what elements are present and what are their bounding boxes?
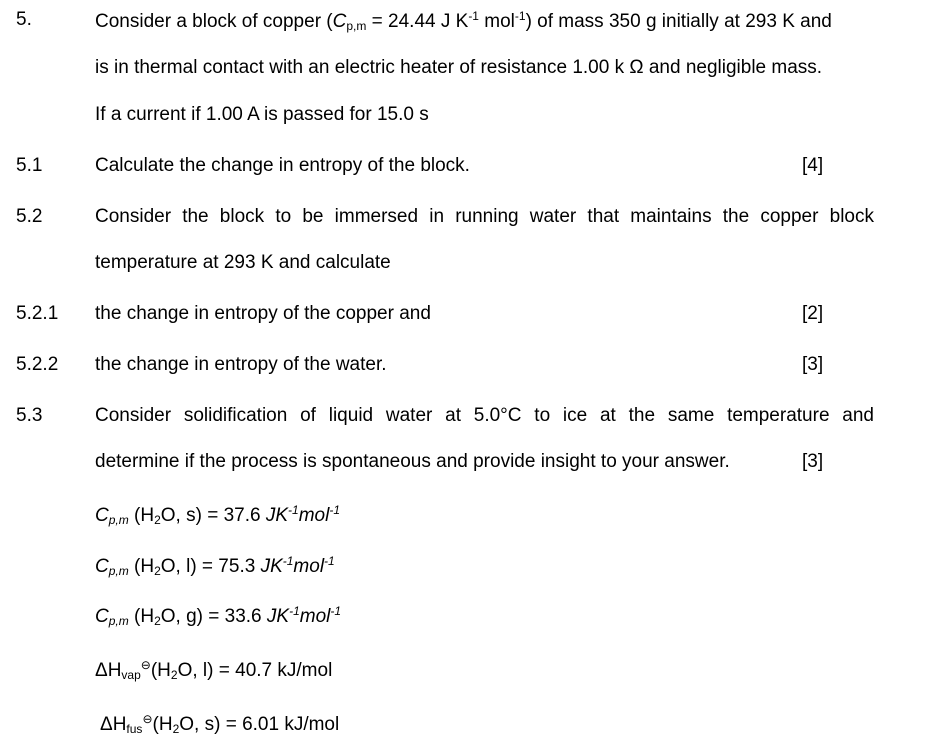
question-5-2-1-marks: [2]	[802, 303, 824, 324]
enthalpy-vaporization	[95, 658, 332, 682]
unit-mol: mol	[293, 556, 325, 577]
question-5-2-line-1: Consider the block to be immersed in running water that maintains the copper block	[95, 206, 874, 227]
unit-mol: mol	[299, 606, 331, 627]
cp-subscript: p,m	[108, 614, 129, 628]
vap-subscript: vap	[121, 668, 141, 682]
question-5-3-marks: [3]	[802, 451, 824, 472]
q5-line1-part-a: Consider a block of copper (	[95, 11, 333, 32]
unit-exponent: -1	[329, 503, 340, 517]
formula-open: (H	[128, 556, 155, 577]
delta-h: ΔH	[95, 660, 122, 681]
question-5-2-2-text: the change in entropy of the water.	[95, 354, 387, 375]
h2-subscript: 2	[170, 668, 178, 682]
hvap-value: O, l) = 40.7 kJ/mol	[177, 660, 333, 681]
fus-subscript: fus	[126, 722, 143, 736]
unit-exponent: -1	[288, 503, 299, 517]
q5-line1-part-c: mol	[478, 11, 515, 32]
question-5-1-marks: [4]	[802, 155, 824, 176]
h2-subscript: 2	[154, 513, 161, 527]
unit-jk: JK	[260, 556, 283, 577]
h2-subscript: 2	[154, 564, 161, 578]
unit-exponent: -1	[330, 604, 342, 618]
cp-symbol: C	[95, 505, 109, 526]
unit-exponent: -1	[324, 554, 335, 568]
unit-exponent: -1	[289, 604, 300, 618]
unit-jk: JK	[265, 505, 289, 526]
question-number-5-3: 5.3	[16, 405, 43, 426]
question-number-5-2: 5.2	[16, 206, 43, 227]
standard-state-icon: ⊖	[140, 658, 151, 672]
cp-liquid-water	[95, 554, 335, 578]
hfus-value: O, s) = 6.01 kJ/mol	[179, 714, 340, 735]
formula-open: (H	[128, 606, 155, 627]
k-exponent: -1	[468, 9, 479, 23]
question-number-5-2-1: 5.2.1	[16, 303, 59, 324]
q5-line1-part-d: ) of mass 350 g initially at 293 K and	[525, 11, 832, 32]
formula-open: (H	[150, 660, 171, 681]
question-number-5-1: 5.1	[16, 155, 43, 176]
unit-mol: mol	[298, 505, 330, 526]
standard-state-icon: ⊖	[142, 712, 153, 726]
formula-open: (H	[152, 714, 173, 735]
h2-subscript: 2	[154, 614, 161, 628]
mol-exponent: -1	[514, 9, 526, 23]
question-5-line-3: If a current if 1.00 A is passed for 15.0 s	[95, 104, 429, 125]
cp-subscript: p,m	[108, 564, 129, 578]
question-5-2-line-2: temperature at 293 K and calculate	[95, 252, 391, 273]
enthalpy-fusion	[100, 712, 339, 736]
cp-gas-water	[95, 604, 341, 628]
question-5-line-1	[95, 9, 832, 33]
cp-gas-value: O, g) = 33.6	[160, 606, 267, 627]
question-5-line-2: is in thermal contact with an electric heater of resistance 1.00 k Ω and negligible mass.	[95, 57, 823, 78]
q5-line1-part-b: = 24.44 J K	[366, 11, 469, 32]
question-5-3-line-2: determine if the process is spontaneous and provide insight to your answer.	[95, 451, 730, 472]
cp-solid-water	[95, 503, 340, 527]
question-5-2-1-text: the change in entropy of the copper and	[95, 303, 431, 324]
unit-exponent: -1	[282, 554, 294, 568]
cp-symbol: C	[95, 556, 109, 577]
cp-solid-value: O, s) = 37.6	[160, 505, 266, 526]
cp-subscript: p,m	[108, 513, 129, 527]
cp-liquid-value: O, l) = 75.3	[160, 556, 261, 577]
h2-subscript: 2	[172, 722, 180, 736]
formula-open: (H	[128, 505, 155, 526]
question-5-3-line-1: Consider solidification of liquid water at 5.0°C to ice at the same temperature and	[95, 405, 874, 426]
question-number-5: 5.	[16, 9, 32, 30]
question-5-2-2-marks: [3]	[802, 354, 824, 375]
question-5-1-text: Calculate the change in entropy of the block.	[95, 155, 470, 176]
unit-jk: JK	[266, 606, 290, 627]
delta-h: ΔH	[100, 714, 127, 735]
cp-symbol: C	[332, 11, 347, 32]
question-number-5-2-2: 5.2.2	[16, 354, 59, 375]
cp-symbol: C	[95, 606, 109, 627]
cp-subscript: p,m	[346, 19, 367, 33]
